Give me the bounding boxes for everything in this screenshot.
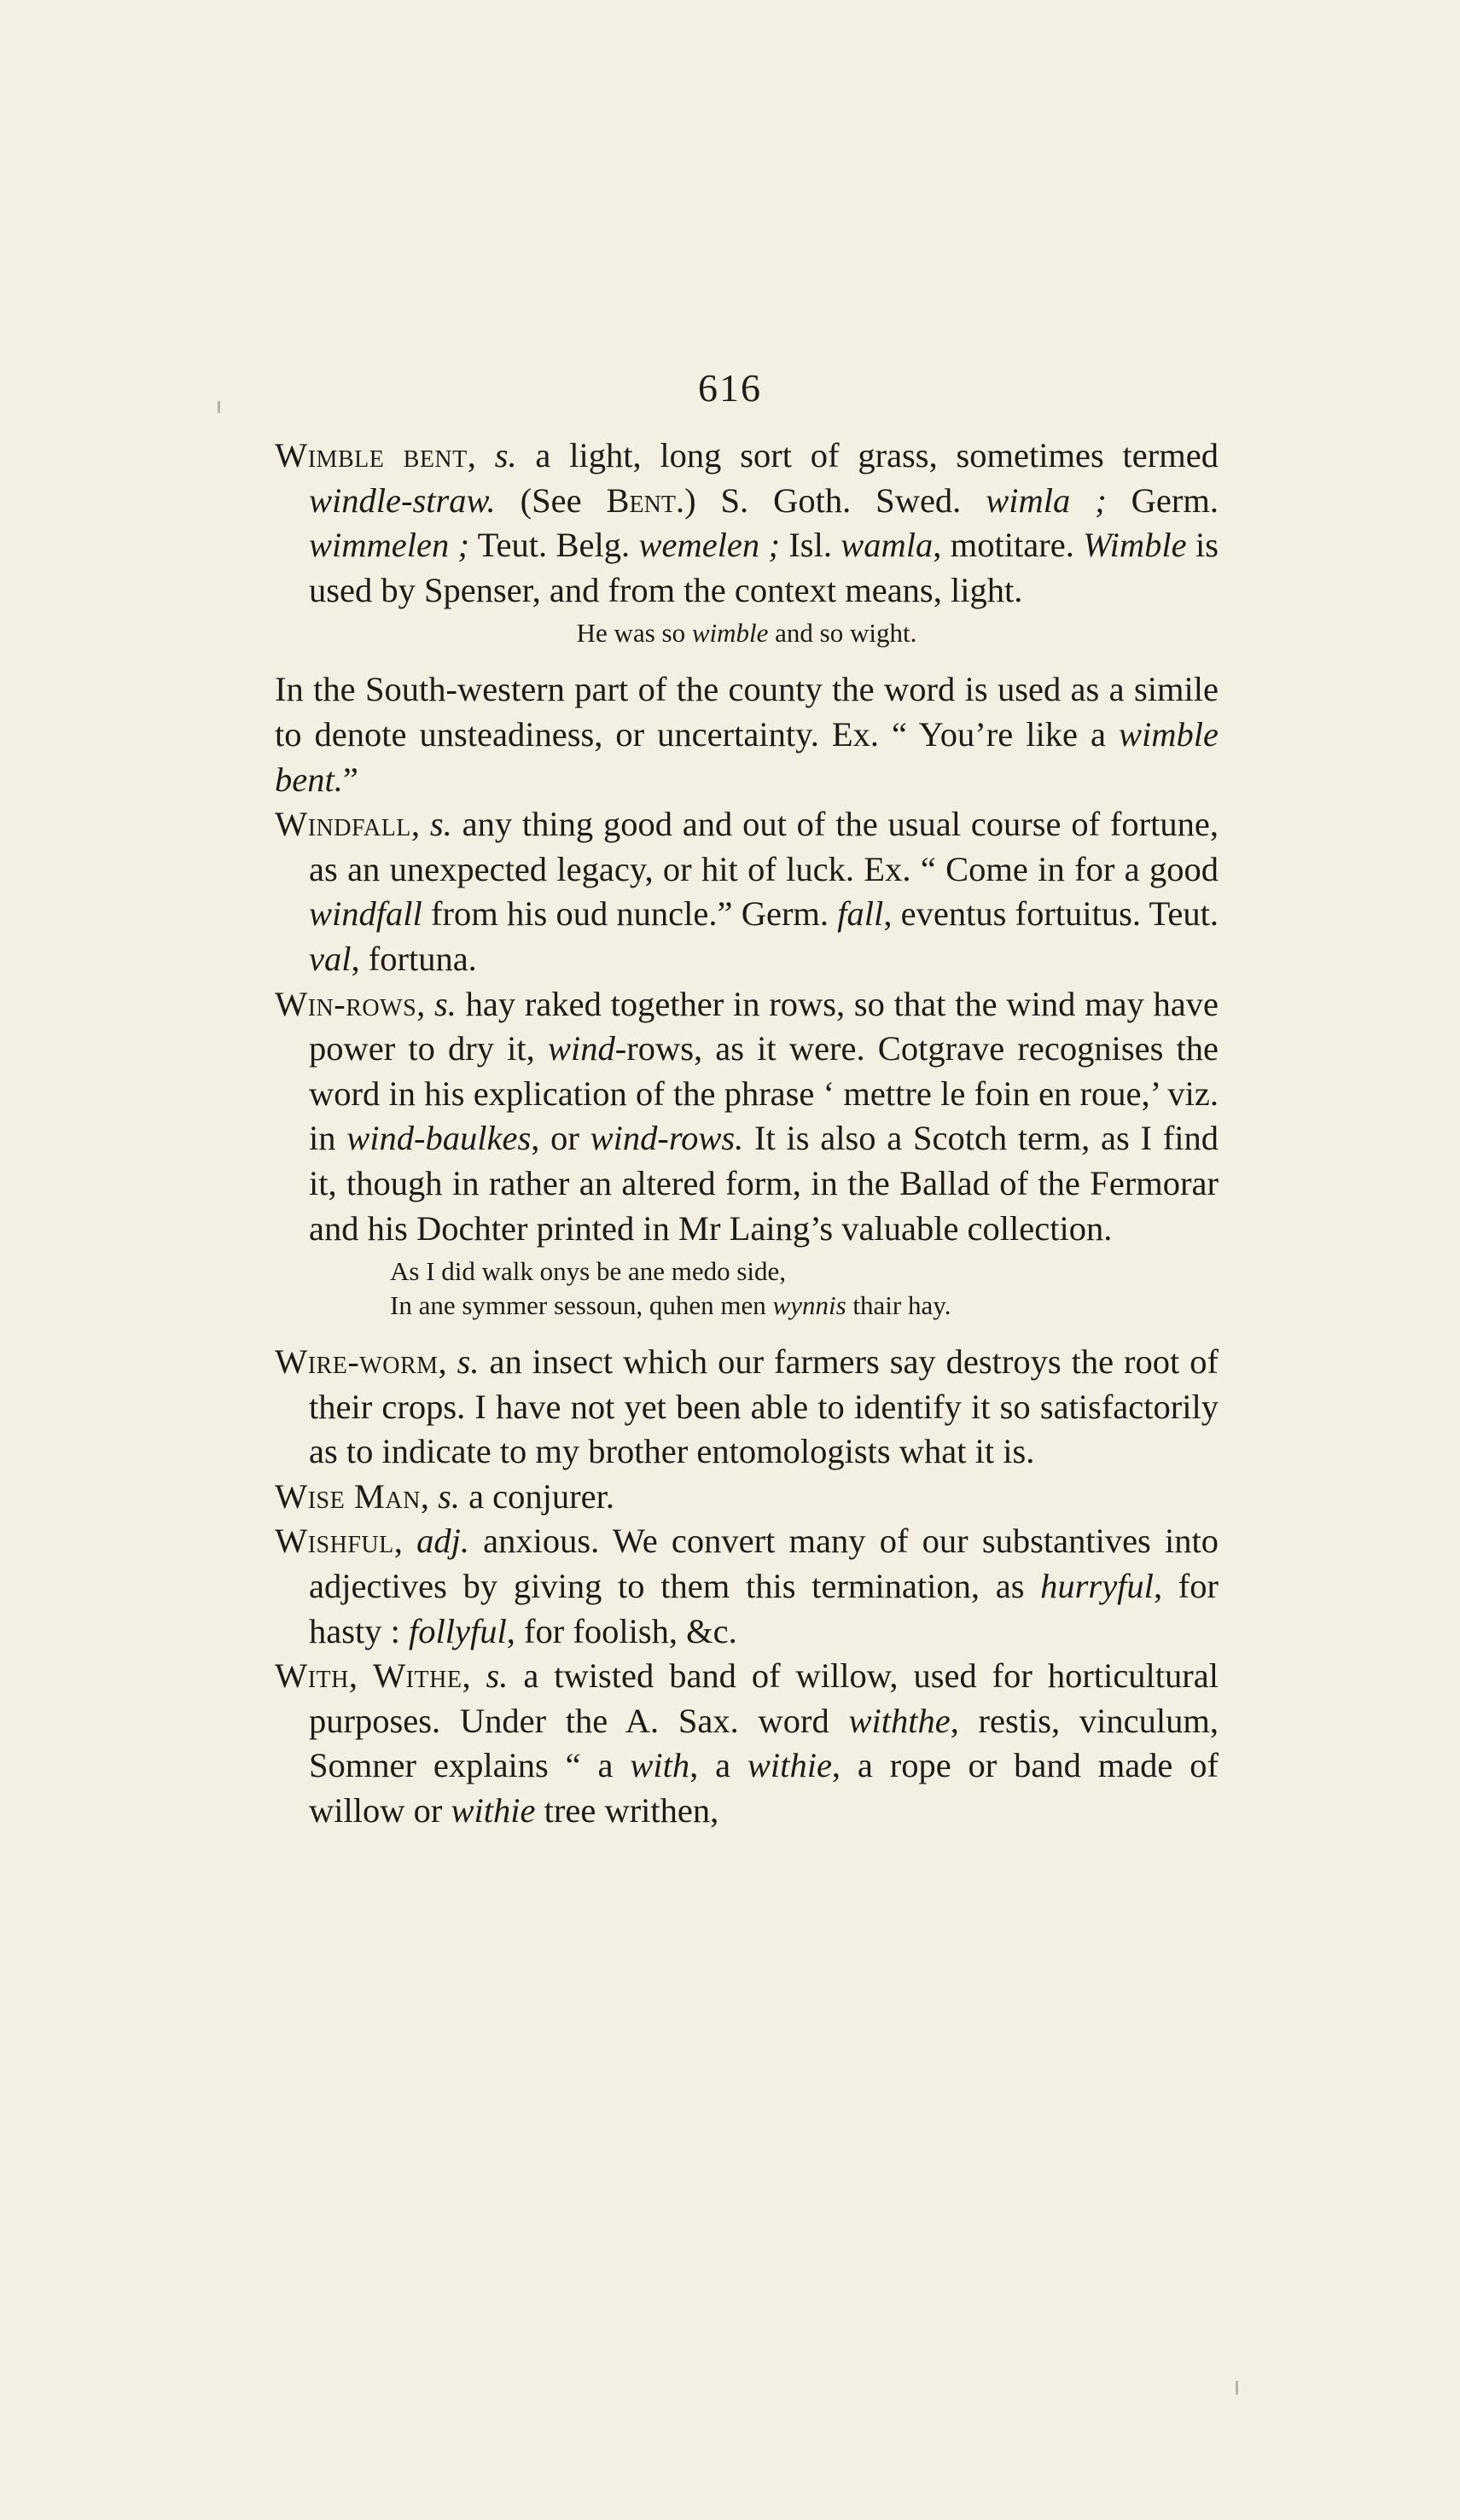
italic-text: wimla ; bbox=[986, 480, 1107, 520]
italic-text: wimble bbox=[691, 618, 769, 649]
body-text: a twisted band of willow, used for horticultural purposes. Under the A. Sax. word bbox=[309, 1656, 1219, 1740]
italic-text: windle-straw. bbox=[309, 480, 496, 520]
italic-text: with bbox=[630, 1746, 690, 1785]
body-text: In the South-western part of the county the word is used as a simile to denote unsteadiness, or uncertainty. Ex. “ You’re like a bbox=[275, 670, 1219, 754]
headword: Wishful bbox=[275, 1522, 394, 1561]
body-text: -rows, as it were. Cotgrave recognises the word in his explication of the phrase ‘ mettre le foin en roue,’ viz. in bbox=[309, 1029, 1219, 1158]
body-text: , for foolish, &c. bbox=[506, 1611, 737, 1650]
italic-text: s. bbox=[438, 1476, 460, 1516]
italic-text: Wimble bbox=[1083, 526, 1187, 565]
glossary-text bbox=[275, 434, 1219, 1834]
glossary-entry-windfall bbox=[275, 802, 1219, 981]
body-text: , bbox=[438, 1342, 457, 1382]
body-text: an insect which our farmers say destroys the root of their crops. I have not yet been able to identify it so satisfactorily as to indicate to my brother entomologists what it is. bbox=[309, 1342, 1219, 1471]
body-text: , bbox=[416, 984, 435, 1023]
body-text: ” bbox=[342, 759, 358, 799]
body-text: , eventus fortuitus. Teut. bbox=[883, 894, 1219, 934]
body-text: from his oud nuncle.” Germ. bbox=[422, 894, 838, 934]
body-text: a light, long sort of grass, sometimes termed bbox=[516, 436, 1219, 474]
italic-text: withie bbox=[451, 1791, 536, 1830]
glossary-entry-with-withe bbox=[275, 1654, 1219, 1833]
cross-reference: Bent bbox=[606, 480, 676, 520]
body-text: , a bbox=[689, 1746, 747, 1785]
verse-quotation bbox=[275, 616, 1219, 650]
italic-text: wind-rows. bbox=[590, 1119, 744, 1158]
italic-text: wimmelen ; bbox=[309, 526, 470, 565]
body-text: In ane symmer sessoun, quhen men bbox=[390, 1290, 773, 1321]
italic-text: wimble bent. bbox=[275, 714, 1219, 799]
body-text: , bbox=[393, 1522, 417, 1561]
glossary-entry-wishful bbox=[275, 1519, 1219, 1654]
italic-text: fall bbox=[837, 894, 884, 934]
body-text: , fortuna. bbox=[351, 939, 477, 978]
headword: Wire-worm bbox=[275, 1342, 439, 1382]
verse-line bbox=[275, 616, 1219, 650]
italic-text: val bbox=[309, 939, 352, 978]
italic-text: adj. bbox=[416, 1522, 469, 1561]
italic-text: wamla bbox=[841, 526, 934, 565]
body-text: and so wight. bbox=[768, 618, 917, 649]
scan-speck bbox=[218, 401, 220, 413]
italic-text: s. bbox=[486, 1656, 509, 1696]
body-text: anxious. We convert many of our substantives into adjectives by giving to them this termination, as bbox=[309, 1522, 1219, 1606]
headword: Wimble bent bbox=[275, 436, 468, 474]
body-text: Isl. bbox=[779, 526, 841, 565]
body-text: As I did walk onys be ane medo side, bbox=[390, 1256, 787, 1287]
body-text: , for hasty : bbox=[309, 1567, 1219, 1650]
headword: Withe bbox=[372, 1656, 462, 1696]
body-text: It is also a Scotch term, as I find it, though in rather an altered form, in the Ballad of the Fermorar and his Dochter printed in Mr Laing’s valuable collection. bbox=[309, 1119, 1219, 1248]
italic-text: s. bbox=[429, 805, 452, 844]
body-text: , bbox=[348, 1656, 373, 1696]
italic-text: wynnis bbox=[772, 1290, 846, 1321]
body-text: is used by Spenser, and from the context means, light. bbox=[309, 526, 1219, 609]
verse-line bbox=[390, 1254, 1219, 1289]
body-text: thair hay. bbox=[846, 1290, 951, 1321]
italic-text: s. bbox=[494, 436, 517, 474]
headword: Windfall bbox=[275, 805, 411, 844]
body-text: .) S. Goth. Swed. bbox=[675, 480, 986, 520]
headword: Wise Man bbox=[275, 1476, 421, 1516]
italic-text: follyful bbox=[409, 1611, 507, 1650]
glossary-entry-wimble-bent-cont bbox=[275, 667, 1219, 802]
glossary-entry-win-rows bbox=[275, 982, 1219, 1252]
italic-text: wind bbox=[547, 1029, 615, 1068]
page-number: 616 bbox=[698, 366, 762, 410]
body-text: , bbox=[467, 436, 495, 474]
body-text: tree writhen, bbox=[535, 1791, 719, 1830]
body-text: , bbox=[410, 805, 430, 844]
body-text: Teut. Belg. bbox=[469, 526, 639, 565]
italic-text: windfall bbox=[309, 894, 422, 934]
italic-text: s. bbox=[434, 984, 457, 1023]
body-text: , motitare. bbox=[933, 526, 1084, 565]
body-text: Germ. bbox=[1106, 480, 1219, 520]
italic-text: s. bbox=[457, 1342, 480, 1382]
headword: Win-rows bbox=[275, 984, 417, 1023]
body-text: He was so bbox=[576, 618, 692, 649]
italic-text: withie bbox=[747, 1746, 832, 1785]
glossary-entry-wise-man bbox=[275, 1475, 1219, 1520]
italic-text: wemelen ; bbox=[638, 526, 780, 565]
italic-text: wind-baulkes bbox=[346, 1119, 532, 1158]
italic-text: withthe bbox=[848, 1701, 951, 1740]
glossary-entry-wire-worm bbox=[275, 1340, 1219, 1475]
glossary-entry-wimble-bent bbox=[275, 434, 1219, 613]
scan-speck bbox=[1236, 2381, 1238, 2395]
italic-text: hurryful bbox=[1040, 1567, 1154, 1606]
body-text: a conjurer. bbox=[459, 1476, 614, 1516]
verse-quotation bbox=[275, 1254, 1219, 1323]
body-text: , bbox=[462, 1656, 486, 1696]
body-text: , restis, vinculum, Somner explains “ a bbox=[309, 1701, 1219, 1785]
body-text: , or bbox=[531, 1119, 590, 1158]
body-text: , a rope or band made of willow or bbox=[309, 1746, 1219, 1830]
body-text: (See bbox=[495, 480, 607, 520]
headword: With bbox=[275, 1656, 349, 1696]
verse-line bbox=[390, 1289, 1219, 1323]
body-text: hay raked together in rows, so that the wind may have power to dry it, bbox=[309, 984, 1219, 1068]
body-text: any thing good and out of the usual course of fortune, as an unexpected legacy, or hit of luck. Ex. “ Come in for a good bbox=[309, 805, 1219, 888]
body-text: , bbox=[420, 1476, 439, 1516]
